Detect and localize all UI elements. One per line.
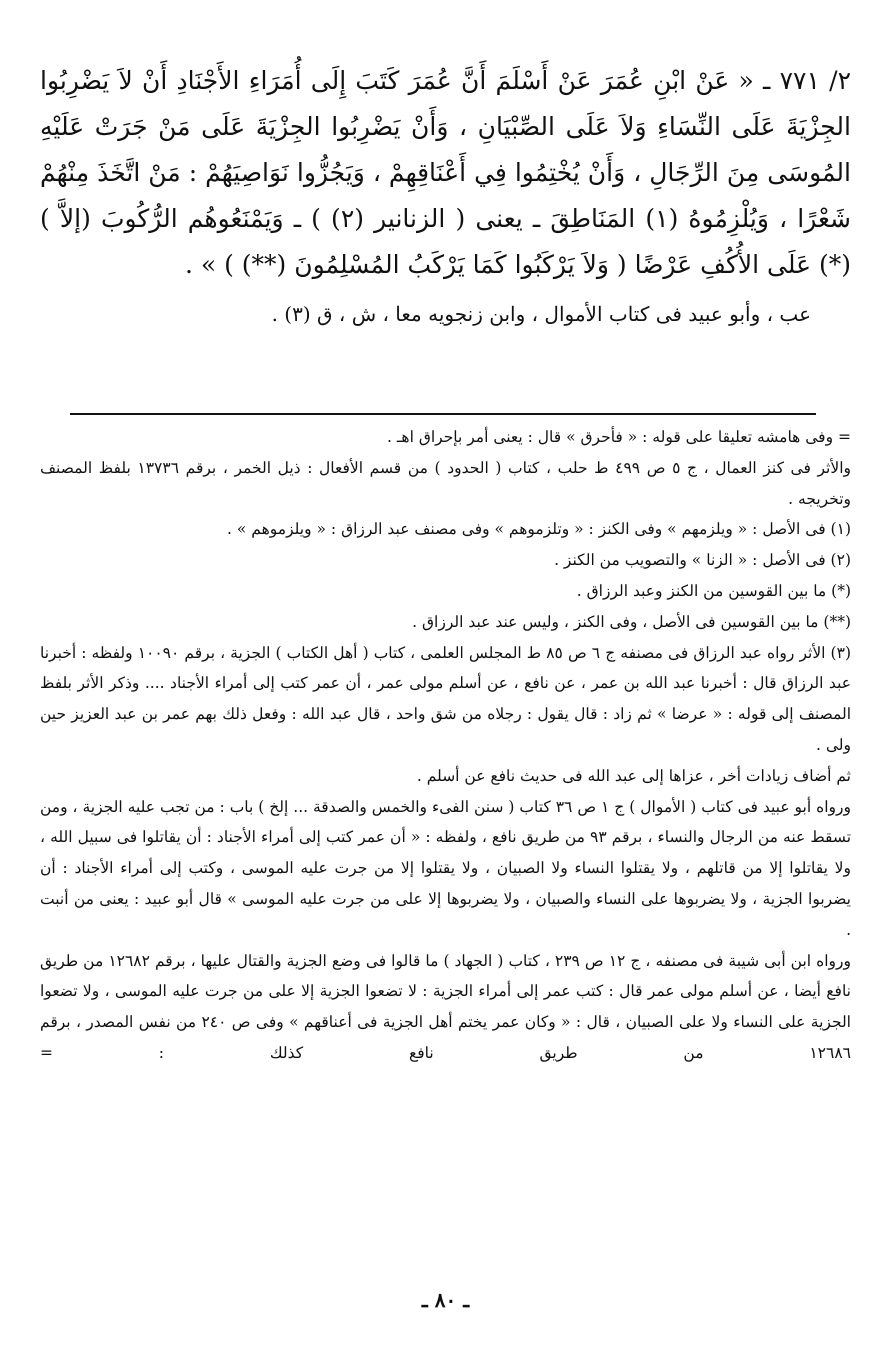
footnote-3: (٣) الأثر رواه عبد الرزاق فى مصنفه ج ٦ ص ٨٥ ط المجلس العلمى ، كتاب ( أهل الكتاب ) الجزية ، برقم ١٠٠٩٠ ولفظه : أخبرنا عبد الرزاق قال : أخبرنا عبد الله بن عمر ، عن نافع ، عن أسلم مولى عمر ، أن عمر كتب إلى أمراء الأجناد .... وذكر الأثر بلفظ المصنف إلى قوله : « عرضا » ثم زاد : قال يقول : رجلاه من شق واحد ، قال عبد الله : وفعل ذلك بهم عمر بن عبد العزيز حين ولى . bbox=[40, 643, 851, 754]
footnote-abu-ubaid: ورواه أبو عبيد فى كتاب ( الأموال ) ج ١ ص ٣٦ كتاب ( سنن الفىء والخمس والصدقة ... إلخ ) باب : من تجب عليه الجزية ، ومن تسقط عنه من الرجال والنساء ، برقم ٩٣ من طريق نافع ، ولفظه : « أن عمر كتب إلى أمراء الأجناد : أن يقاتلوا فى سبيل الله ، ولا يقاتلوا إلا من قاتلهم ، ولا يقتلوا النساء ولا الصبيان ، ولا يقتلوا إلا من جرت عليه الموسى ، وكتب إلى أمراء الأجناد : أن يضربوا الجزية ، ولا يضربوها على النساء والصبيان ، ولا يضربوها إلا على من جرت عليه الموسى » قال أبو عبيد : يعنى من أنبت . bbox=[40, 797, 852, 939]
footnote-2: (٢) فى الأصل : « الزنا » والتصويب من الكنز . bbox=[554, 551, 851, 570]
footnote-ibn-abi-shaybah: ورواه ابن أبى شيبة فى مصنفه ، ج ١٢ ص ٢٣٩ ، كتاب ( الجهاد ) ما قالوا فى وضع الجزية والقتال عليها ، برقم ١٢٦٨٢ من طريق نافع أيضا ، عن أسلم مولى عمر قال : كتب عمر إلى أمراء الجزية : لا تضعوا الجزية إلا على من جرت عليه الموسى ، ولا تضعوا الجزية على النساء ولا على الصبيان ، قال : « وكان عمر يختم أهل الجزية فى أعناقهم » وفى ص ٢٤٠ من نفس المصدر ، برقم ١٢٦٨٦ من طريق نافع كذلك : = bbox=[40, 951, 852, 1062]
footnote-continuation: = وفى هامشه تعليقا على قوله : « فأحرق » قال : يعنى أمر بإحراق اهـ . bbox=[387, 428, 851, 446]
main-text bbox=[40, 58, 851, 334]
source-line: عب ، وأبو عبيد فى كتاب الأموال ، وابن زنجويه معا ، ش ، ق (٣) . bbox=[271, 302, 811, 326]
footnote-double-star: (**) ما بين القوسين فى الأصل ، وفى الكنز ، وليس عند عبد الرزاق . bbox=[412, 612, 851, 631]
footnote-additions: ثم أضاف زيادات أخر ، عزاها إلى عبد الله فى حديث نافع عن أسلم . bbox=[416, 766, 851, 785]
hadith-paragraph: ٢/ ٧٧١ ـ « عَنْ ابْنِ عُمَرَ عَنْ أَسْلَمَ أَنَّ عُمَرَ كَتَبَ إِلَى أُمَرَاءِ الأَجْنَادِ أَنْ لاَ يَضْرِبُوا الجِزْيَةَ عَلَى النِّسَاءِ وَلاَ عَلَى الصِّبْيَانِ ، وَأَنْ يَضْرِبُوا الجِزْيَةَ عَلَى مَنْ جَرَتْ عَلَيْهِ المُوسَى مِنَ الرِّجَالِ ، وَأَنْ يُخْتِمُوا فِي أَعْنَاقِهِمْ ، وَيَجُزُّوا نَوَاصِيَهُمْ : مَنْ اتَّخَذَ مِنْهُمْ شَعْرًا ، وَيُلْزِمُوهُ (١) المَنَاطِقَ ـ يعنى ( الزنانير (٢) ) ـ وَيَمْنَعُوهُم الرُّكُوبَ (إلاَّ ) (*) عَلَى الأُكُفِ عَرْضًا ( وَلاَ يَرْكَبُوا كَمَا يَرْكَبُ المُسْلِمُونَ (**) ) » . bbox=[40, 66, 851, 279]
page-number: ـ ٨٠ ـ bbox=[421, 1288, 470, 1312]
footnote-separator bbox=[70, 413, 816, 415]
footnotes bbox=[40, 422, 851, 1069]
footnote-star: (*) ما بين القوسين من الكنز وعبد الرزاق . bbox=[576, 581, 851, 600]
footnote-1: (١) فى الأصل : « ويلزمهم » وفى الكنز : « وتلزموهم » وفى مصنف عبد الرزاق : « ويلزموهم » . bbox=[227, 520, 851, 539]
footnote-kanz: والأثر فى كنز العمال ، ج ٥ ص ٤٩٩ ط حلب ، كتاب ( الحدود ) من قسم الأفعال : ذيل الخمر ، برقم ١٣٧٣٦ بلفظ المصنف وتخريجه . bbox=[40, 458, 851, 508]
